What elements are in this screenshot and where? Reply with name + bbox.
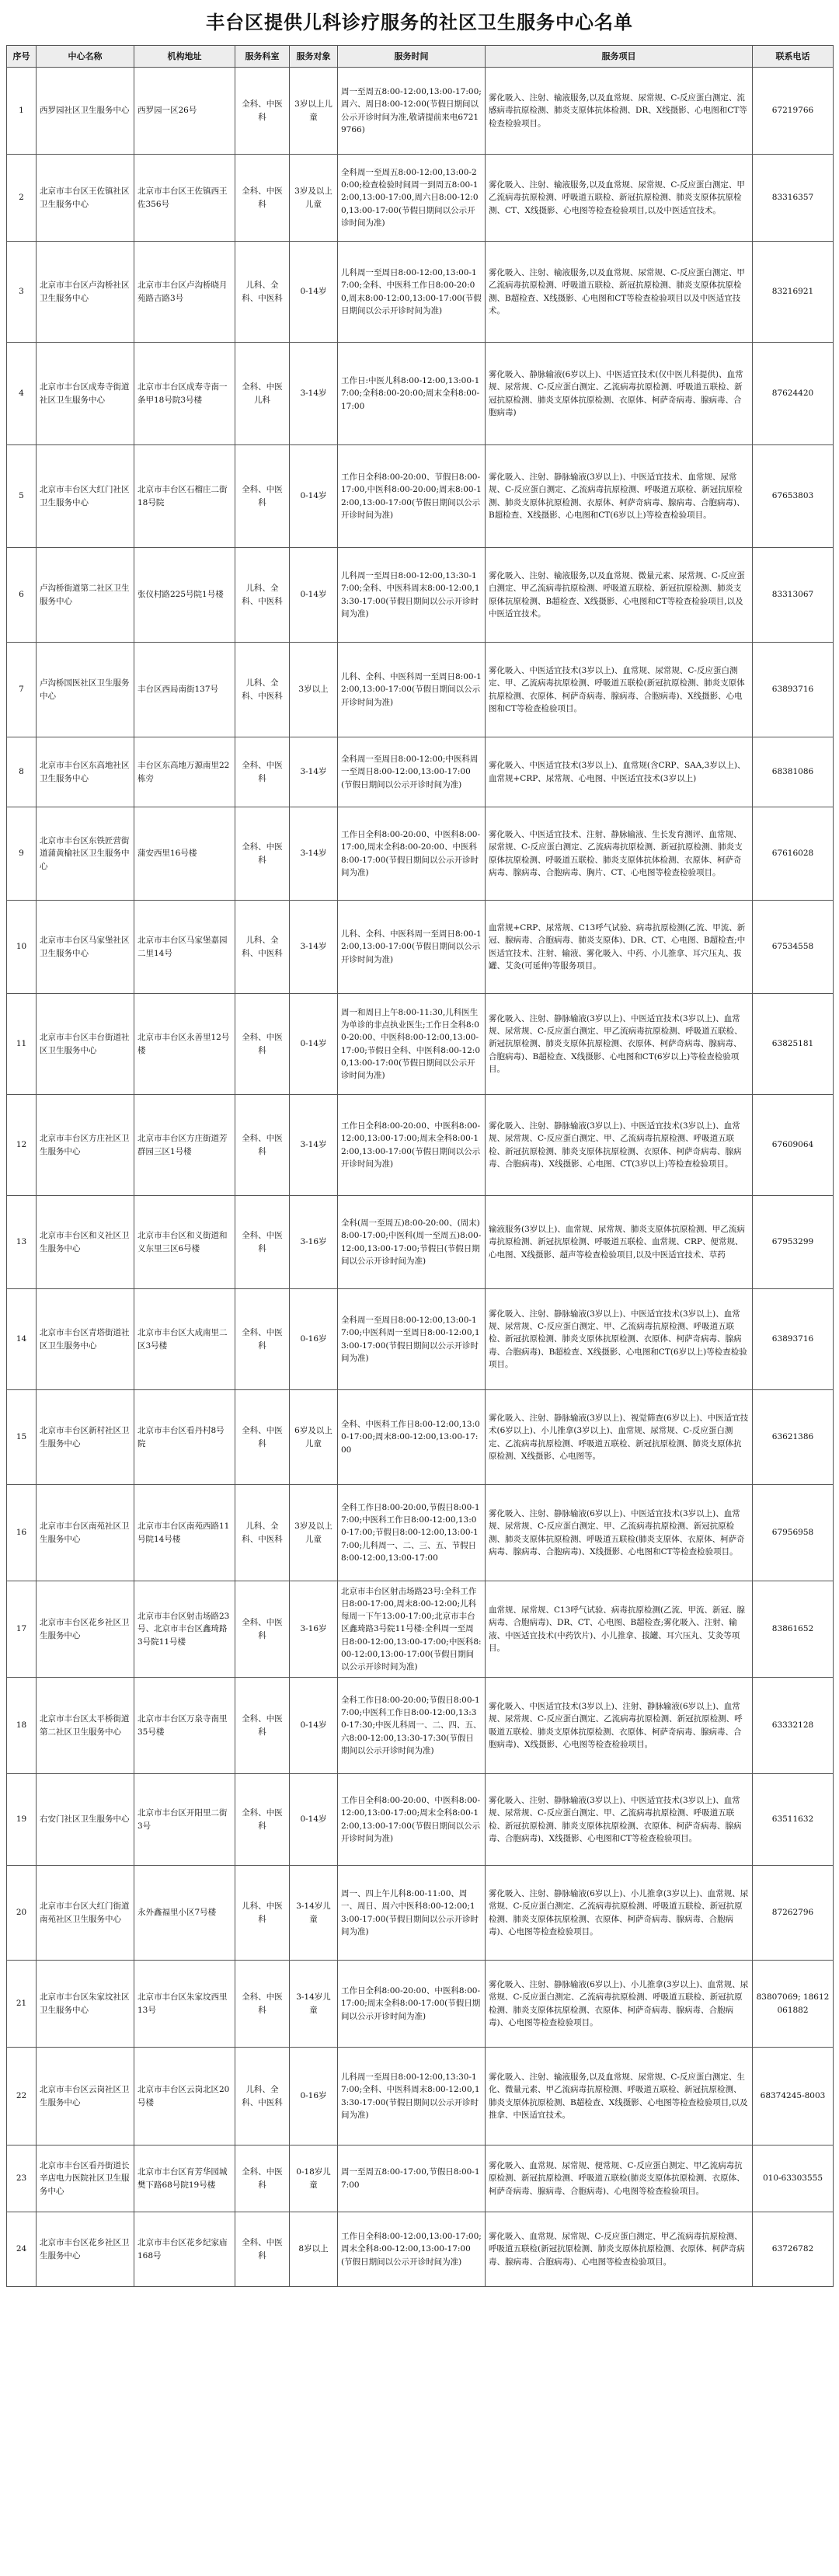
table-row (7, 343, 834, 445)
cell-items: 雾化吸入、静脉输液(6岁以上)、中医适宜技术(仅中医儿科提供)、血常规、尿常规、C-反应蛋白测定、乙流病毒抗原检测、呼吸道五联检、新冠抗原检测、肺炎支原体抗原检测、衣原体、柯萨奇病毒、腺病毒、合胞病毒) (486, 343, 753, 445)
table-row (7, 737, 834, 807)
cell-no: 8 (7, 737, 37, 807)
cell-target: 0-14岁 (290, 1774, 338, 1866)
cell-phone: 83216921 (753, 242, 834, 343)
cell-address: 丰台区西局南街137号 (134, 643, 235, 737)
cell-phone: 63511632 (753, 1774, 834, 1866)
cell-target: 0-14岁 (290, 548, 338, 643)
cell-address: 北京市丰台区大成南里二区3号楼 (134, 1289, 235, 1390)
cell-target: 3-14岁 (290, 343, 338, 445)
header-department: 服务科室 (235, 46, 290, 68)
cell-address: 北京市丰台区成寿寺南一条甲18号院3号楼 (134, 343, 235, 445)
cell-items: 雾化吸入、注射、输液服务,以及血常规、尿常规、C-反应蛋白测定、生化、微量元素、甲乙流病毒抗原检测、呼吸道五联检、新冠抗原检测、肺炎支原体抗原检测、B超检查、X线摄影、心电图等检查检验项目,以及推拿、中医适宜技术。 (486, 2048, 753, 2146)
cell-name: 北京市丰台区和义社区卫生服务中心 (37, 1196, 134, 1289)
cell-name: 北京市丰台区花乡社区卫生服务中心 (37, 2212, 134, 2287)
cell-phone: 68374245-8003 (753, 2048, 834, 2146)
cell-department: 儿科、全科、中医科 (235, 548, 290, 643)
cell-time: 工作日全科8:00-20:00、中医科8:00-12:00,13:00-17:00;周末全科8:00-12:00,13:00-17:00(节假日期间以公示开诊时间为准) (338, 1095, 486, 1196)
cell-target: 3岁以上 (290, 643, 338, 737)
table-row (7, 155, 834, 242)
cell-name: 北京市丰台区太平桥街道第二社区卫生服务中心 (37, 1678, 134, 1774)
cell-name: 北京市丰台区南苑社区卫生服务中心 (37, 1485, 134, 1581)
cell-department: 全科、中医科 (235, 68, 290, 155)
cell-items: 雾化吸入、中医适宜技术(3岁以上)、血常规(含CRP、SAA,3岁以上)、血常规+CRP、尿常规、心电图、中医适宜技术(3岁以上) (486, 737, 753, 807)
cell-items: 雾化吸入、注射、输液服务,以及血常规、尿常规、C-反应蛋白测定、甲乙流病毒抗原检测、呼吸道五联检、新冠抗原检测、肺炎支原体抗原检测、CT、X线摄影、心电图等检查检验项目,以及中医适宜技术。 (486, 155, 753, 242)
table-row (7, 901, 834, 994)
cell-items: 雾化吸入、注射、静脉输液(6岁以上)、小儿推拿(3岁以上)、血常规、尿常规、C-反应蛋白测定、乙流病毒抗原检测、呼吸道五联检、新冠抗原检测、肺炎支原体抗原检测、衣原体、柯萨奇病毒、腺病毒、合胞病毒)、心电图等检查检验项目。 (486, 1961, 753, 2048)
cell-department: 儿科、全科、中医科 (235, 1485, 290, 1581)
cell-no: 5 (7, 445, 37, 548)
cell-phone: 67616028 (753, 807, 834, 901)
cell-items: 雾化吸入、血常规、尿常规、便常规、C-反应蛋白测定、甲乙流病毒抗原检测、新冠抗原检测、呼吸道五联检(肺炎支原体抗原检测、衣原体、柯萨奇病毒、腺病毒、合胞病毒)、心电图等检查检验项目。 (486, 2146, 753, 2212)
cell-items: 雾化吸入、注射、静脉输液(3岁以上)、视觉筛查(6岁以上)、中医适宜技术(6岁以上)、小儿推拿(3岁以上)、血常规、尿常规、C-反应蛋白测定、乙流病毒抗原检测、呼吸道五联检、新冠抗原检测、肺炎支原体抗原检测、X线摄影、心电图等。 (486, 1390, 753, 1485)
cell-items: 雾化吸入、注射、静脉输液(6岁以上)、中医适宜技术(3岁以上)、血常规、尿常规、C-反应蛋白测定、甲、乙流病毒抗原检测、新冠抗原检测、肺炎支原体抗原检测、呼吸道五联检(肺炎支原体、衣原体、柯萨奇病毒、腺病毒、合胞病毒)、X线摄影、心电图和CT等检查检验项目。 (486, 1485, 753, 1581)
table-row (7, 807, 834, 901)
cell-address: 北京市丰台区方庄街道芳群园三区1号楼 (134, 1095, 235, 1196)
cell-phone: 67219766 (753, 68, 834, 155)
table-row (7, 445, 834, 548)
cell-target: 0-14岁 (290, 994, 338, 1095)
header-items: 服务项目 (486, 46, 753, 68)
cell-phone: 63621386 (753, 1390, 834, 1485)
cell-items: 血常规、尿常规、C13呼气试验、病毒抗原检测(乙流、甲流、新冠、腺病毒、合胞病毒)、DR、CT、心电图、B超检查;雾化吸入、注射、输液、中医适宜技术(中药饮片)、小儿推拿、拔罐、耳穴压丸、艾灸等项目。 (486, 1581, 753, 1678)
table-row (7, 1095, 834, 1196)
cell-time: 全科周一至周日8:00-12:00,13:00-17:00;中医科周一至周日8:00-12:00,13:00-17:00(节假日期间以公示开诊时间为准) (338, 1289, 486, 1390)
cell-address: 北京市丰台区花乡纪家庙168号 (134, 2212, 235, 2287)
table-row (7, 1678, 834, 1774)
table-row (7, 548, 834, 643)
cell-department: 全科、中医科 (235, 1095, 290, 1196)
cell-target: 3-14岁 (290, 737, 338, 807)
cell-items: 雾化吸入、中医适宜技术(3岁以上)、血常规、尿常规、C-反应蛋白测定、甲、乙流病毒抗原检测、呼吸道五联检(新冠抗原检测、肺炎支原体抗原检测、衣原体、柯萨奇病毒、腺病毒、合胞病毒)、X线摄影、心电图和CT等检查检验项目。 (486, 643, 753, 737)
cell-target: 3-14岁儿童 (290, 1866, 338, 1961)
cell-time: 儿科、全科、中医科周一至周日8:00-12:00,13:00-17:00(节假日期间以公示开诊时间为准) (338, 901, 486, 994)
cell-no: 21 (7, 1961, 37, 2048)
cell-time: 周一、四上午儿科8:00-11:00、周一、周日、周六中医科8:00-12:00;13:00-17:00(节假日期间以公示开诊时间为准) (338, 1866, 486, 1961)
cell-name: 北京市丰台区青塔街道社区卫生服务中心 (37, 1289, 134, 1390)
cell-time: 全科工作日8:00-20:00,节假日8:00-17:00;中医科工作日8:00-12:00,13:00-17:00;节假日8:00-12:00,13:00-17:00;儿科周一、二、三、五、节假日8:00-12:00,13:00-17:00 (338, 1485, 486, 1581)
cell-department: 全科、中医科 (235, 2212, 290, 2287)
cell-department: 全科、中医科 (235, 445, 290, 548)
cell-no: 11 (7, 994, 37, 1095)
table-header-row (7, 46, 834, 68)
cell-phone: 87624420 (753, 343, 834, 445)
cell-time: 工作日全科8:00-20:00、中医科8:00-17:00,周末全科8:00-20:00、中医科8:00-17:00(节假日期间以公示开诊时间为准) (338, 807, 486, 901)
cell-department: 儿科、全科、中医科 (235, 901, 290, 994)
cell-phone: 83313067 (753, 548, 834, 643)
cell-no: 9 (7, 807, 37, 901)
cell-target: 0-16岁 (290, 1289, 338, 1390)
cell-target: 3-14岁儿童 (290, 1961, 338, 2048)
cell-items: 雾化吸入、注射、静脉输液(6岁以上)、小儿推拿(3岁以上)、血常规、尿常规、C-反应蛋白测定、乙流病毒抗原检测、呼吸道五联检、新冠抗原检测、肺炎支原体抗原检测、衣原体、柯萨奇病毒、腺病毒、合胞病毒)、心电图等检查检验项目。 (486, 1866, 753, 1961)
cell-department: 儿科、全科、中医科 (235, 643, 290, 737)
cell-no: 1 (7, 68, 37, 155)
table-row (7, 2048, 834, 2146)
cell-name: 北京市丰台区大红门社区卫生服务中心 (37, 445, 134, 548)
cell-items: 血常规+CRP、尿常规、C13呼气试验、病毒抗原检测(乙流、甲流、新冠、腺病毒、合胞病毒、肺炎支原体)、DR、CT、心电图、B超检查;中医适宜技术、注射、输液、雾化吸入、中药、小儿推拿、耳穴压丸、拔罐、艾灸(可延伸)等服务项目。 (486, 901, 753, 994)
cell-items: 雾化吸入、注射、静脉输液(3岁以上)、中医适宜技术(3岁以上)、血常规、尿常规、C-反应蛋白测定、甲乙流病毒抗原检测、呼吸道五联检、新冠抗原检测、肺炎支原体抗原检测、衣原体、柯萨奇病毒、腺病毒、合胞病毒)、B超检查、X线摄影、心电图和CT(6岁以上)等检查检验项目。 (486, 994, 753, 1095)
cell-address: 北京市丰台区朱家坟西里13号 (134, 1961, 235, 2048)
cell-name: 北京市丰台区朱家坟社区卫生服务中心 (37, 1961, 134, 2048)
cell-address: 北京市丰台区马家堡嘉园二里14号 (134, 901, 235, 994)
cell-time: 周一至周五8:00-12:00,13:00-17:00;周六、周日8:00-12:00(节假日期间以公示开诊时间为准,敬请提前来电67219766) (338, 68, 486, 155)
table-row (7, 2212, 834, 2287)
cell-address: 北京市丰台区看丹村8号院 (134, 1390, 235, 1485)
table-row (7, 242, 834, 343)
cell-phone: 63332128 (753, 1678, 834, 1774)
cell-time: 全科(周一至周五)8:00-20:00、(周末)8:00-17:00;中医科(周一至周五)8:00-12:00,13:00-17:00;节假日(节假日期间以公示开诊时间为准) (338, 1196, 486, 1289)
cell-items: 输液服务(3岁以上)、血常规、尿常规、肺炎支原体抗原检测、甲乙流病毒抗原检测、新冠抗原检测、呼吸道五联检、血常规、CRP、便常规、心电图、X线摄影、超声等检查检验项目,以及中医适宜技术、草药 (486, 1196, 753, 1289)
cell-target: 0-18岁儿童 (290, 2146, 338, 2212)
cell-target: 0-16岁 (290, 2048, 338, 2146)
cell-no: 13 (7, 1196, 37, 1289)
cell-time: 周一和周日上午8:00-11:30,儿科医生为单诊的非点执业医生;工作日全科8:00-20:00、中医科8:00-12:00,13:00-17:00;节假日全科、中医科8:00-12:00,13:00-17:00(节假日期间以公示开诊时间为准) (338, 994, 486, 1095)
cell-department: 儿科、全科、中医科 (235, 242, 290, 343)
cell-no: 24 (7, 2212, 37, 2287)
cell-no: 14 (7, 1289, 37, 1390)
cell-target: 0-14岁 (290, 242, 338, 343)
cell-time: 工作日:中医儿科8:00-12:00,13:00-17:00;全科8:00-20:00;周末全科8:00-17:00 (338, 343, 486, 445)
cell-time: 工作日全科8:00-20:00、中医科8:00-12:00,13:00-17:00;周末全科8:00-12:00,13:00-17:00(节假日期间以公示开诊时间为准) (338, 1774, 486, 1866)
cell-items: 雾化吸入、中医适宜技术(3岁以上)、注射、静脉输液(6岁以上)、血常规、尿常规、C-反应蛋白测定、乙流病毒抗原检测、新冠抗原检测、呼吸道五联检、肺炎支原体抗原检测、衣原体、柯萨奇病毒、腺病毒、合胞病毒)、X线摄影、心电图等检查检验项目。 (486, 1678, 753, 1774)
cell-time: 周一至周五8:00-17:00,节假日8:00-17:00 (338, 2146, 486, 2212)
cell-time: 全科工作日8:00-20:00;节假日8:00-17:00;中医科工作日8:00-12:00,13:30-17:30;中医儿科周一、二、四、五、六8:00-12:00,13:30-17:30(节假日期间以公示开诊时间为准) (338, 1678, 486, 1774)
cell-target: 3岁以上儿童 (290, 68, 338, 155)
cell-department: 儿科、全科、中医科 (235, 2048, 290, 2146)
header-address: 机构地址 (134, 46, 235, 68)
cell-no: 22 (7, 2048, 37, 2146)
cell-name: 北京市丰台区东铁匠营街道蒲黄榆社区卫生服务中心 (37, 807, 134, 901)
table-row (7, 1390, 834, 1485)
cell-time: 工作日全科8:00-20:00、中医科8:00-17:00;周末全科8:00-17:00(节假日期间以公示开诊时间为准) (338, 1961, 486, 2048)
cell-name: 北京市丰台区新村社区卫生服务中心 (37, 1390, 134, 1485)
cell-target: 0-14岁 (290, 1678, 338, 1774)
cell-name: 北京市丰台区丰台街道社区卫生服务中心 (37, 994, 134, 1095)
cell-items: 雾化吸入、注射、输液服务,以及血常规、尿常规、C-反应蛋白测定、流感病毒抗原检测、肺炎支原体抗体检测、DR、X线摄影、心电图和CT等检查检验项目。 (486, 68, 753, 155)
cell-phone: 67953299 (753, 1196, 834, 1289)
cell-phone: 63825181 (753, 994, 834, 1095)
table-row (7, 1289, 834, 1390)
cell-phone: 63893716 (753, 643, 834, 737)
cell-target: 3-16岁 (290, 1196, 338, 1289)
cell-no: 6 (7, 548, 37, 643)
cell-department: 全科、中医科 (235, 1581, 290, 1678)
cell-department: 全科、中医科 (235, 1289, 290, 1390)
cell-items: 雾化吸入、中医适宜技术、注射、静脉输液、生长发育测评、血常规、尿常规、C-反应蛋白测定、乙流病毒抗原检测、新冠抗原检测、肺炎支原体抗原检测、呼吸道五联检、肺炎支原体抗体检测、衣原体、柯萨奇病毒、腺病毒、合胞病毒、胸片、CT、心电图等检查检验项目。 (486, 807, 753, 901)
cell-no: 20 (7, 1866, 37, 1961)
cell-items: 雾化吸入、注射、静脉输液(3岁以上)、中医适宜技术(3岁以上)、血常规、尿常规、C-反应蛋白测定、甲、乙流病毒抗原检测、呼吸道五联检、新冠抗原检测、肺炎支原体抗原检测、衣原体、柯萨奇病毒、腺病毒、合胞病毒)、X线摄影、心电图和CT等检查检验项目。 (486, 1774, 753, 1866)
cell-items: 雾化吸入、注射、静脉输液(3岁以上)、中医适宜技术(3岁以上)、血常规、尿常规、C-反应蛋白测定、甲、乙流病毒抗原检测、呼吸道五联检、新冠抗原检测、肺炎支原体抗原检测、衣原体、柯萨奇病毒、腺病毒、合胞病毒)、B超检查、X线摄影、心电图和CT(6岁以上)等检查检验项目。 (486, 1289, 753, 1390)
cell-department: 全科、中医科 (235, 155, 290, 242)
cell-no: 10 (7, 901, 37, 994)
cell-address: 北京市丰台区永善里12号楼 (134, 994, 235, 1095)
cell-phone: 63893716 (753, 1289, 834, 1390)
cell-name: 北京市丰台区成寿寺街道社区卫生服务中心 (37, 343, 134, 445)
cell-name: 北京市丰台区东高地社区卫生服务中心 (37, 737, 134, 807)
cell-name: 卢沟桥国医社区卫生服务中心 (37, 643, 134, 737)
cell-name: 卢沟桥街道第二社区卫生服务中心 (37, 548, 134, 643)
cell-address: 北京市丰台区云岗北区20号楼 (134, 2048, 235, 2146)
cell-phone: 83316357 (753, 155, 834, 242)
header-no: 序号 (7, 46, 37, 68)
cell-address: 北京市丰台区开阳里二街3号 (134, 1774, 235, 1866)
cell-phone: 010-63303555 (753, 2146, 834, 2212)
cell-items: 雾化吸入、注射、输液服务,以及血常规、微量元素、尿常规、C-反应蛋白测定、甲乙流病毒抗原检测、呼吸道五联检、新冠抗原检测、肺炎支原体抗原检测、B超检查、X线摄影、心电图和CT等检查检验项目,以及中医适宜技术。 (486, 548, 753, 643)
cell-department: 儿科、中医科 (235, 1866, 290, 1961)
table-row (7, 2146, 834, 2212)
cell-no: 12 (7, 1095, 37, 1196)
table-row (7, 1485, 834, 1581)
cell-department: 全科、中医科 (235, 737, 290, 807)
cell-phone: 67653803 (753, 445, 834, 548)
cell-items: 雾化吸入、注射、静脉输液(3岁以上)、中医适宜技术、血常规、尿常规、C-反应蛋白测定、乙流病毒抗原检测、呼吸道五联检、新冠抗原检测、肺炎支原体抗原检测、衣原体、柯萨奇病毒、腺病毒、合胞病毒)、B超检查、X线摄影、心电图和CT(6岁以上)等检查检验项目。 (486, 445, 753, 548)
cell-address: 张仪村路225号院1号楼 (134, 548, 235, 643)
table-row (7, 1196, 834, 1289)
cell-address: 北京市丰台区射击场路23号、北京市丰台区鑫琦路3号院11号楼 (134, 1581, 235, 1678)
cell-no: 16 (7, 1485, 37, 1581)
cell-time: 工作日全科8:00-20:00、节假日8:00-17:00,中医科8:00-20:00;周末8:00-12:00,13:00-17:00(节假日期间以公示开诊时间为准) (338, 445, 486, 548)
cell-name: 北京市丰台区花乡社区卫生服务中心 (37, 1581, 134, 1678)
cell-no: 15 (7, 1390, 37, 1485)
cell-phone: 68381086 (753, 737, 834, 807)
cell-address: 北京市丰台区王佐镇西王佐356号 (134, 155, 235, 242)
header-name: 中心名称 (37, 46, 134, 68)
cell-department: 全科、中医科 (235, 807, 290, 901)
cell-address: 北京市丰台区南苑西路11号院14号楼 (134, 1485, 235, 1581)
header-time: 服务时间 (338, 46, 486, 68)
cell-target: 3岁及以上儿童 (290, 1485, 338, 1581)
cell-time: 工作日全科8:00-12:00,13:00-17:00;周末全科8:00-12:00,13:00-17:00(节假日期间以公示开诊时间为准) (338, 2212, 486, 2287)
cell-items: 雾化吸入、血常规、尿常规、C-反应蛋白测定、甲乙流病毒抗原检测、呼吸道五联检(新冠抗原检测、肺炎支原体抗原检测、衣原体、柯萨奇病毒、腺病毒、合胞病毒)、心电图等检查检验项目。 (486, 2212, 753, 2287)
cell-address: 北京市丰台区育芳华园城樊下路68号院19号楼 (134, 2146, 235, 2212)
table-row (7, 643, 834, 737)
cell-name: 西罗园社区卫生服务中心 (37, 68, 134, 155)
cell-phone: 67534558 (753, 901, 834, 994)
cell-name: 北京市丰台区大红门街道南苑社区卫生服务中心 (37, 1866, 134, 1961)
cell-time: 全科周一至周日8:00-12:00;中医科周一至周日8:00-12:00,13:00-17:00(节假日期间以公示开诊时间为准) (338, 737, 486, 807)
cell-address: 北京市丰台区卢沟桥晓月苑路吉路3号 (134, 242, 235, 343)
cell-department: 全科、中医科 (235, 1390, 290, 1485)
cell-department: 全科、中医科 (235, 994, 290, 1095)
cell-address: 北京市丰台区石榴庄二街18号院 (134, 445, 235, 548)
table-row (7, 1581, 834, 1678)
cell-time: 儿科周一至周日8:00-12:00,13:30-17:00;全科、中医科周末8:00-12:00,13:30-17:00(节假日期间以公示开诊时间为准) (338, 2048, 486, 2146)
cell-target: 3-14岁 (290, 901, 338, 994)
cell-address: 丰台区东高地万源南里22栋旁 (134, 737, 235, 807)
cell-phone: 63726782 (753, 2212, 834, 2287)
cell-no: 2 (7, 155, 37, 242)
clinic-table (6, 45, 834, 2287)
cell-time: 全科、中医科工作日8:00-12:00,13:00-17:00;周末8:00-12:00,13:00-17:00 (338, 1390, 486, 1485)
cell-target: 3-14岁 (290, 1095, 338, 1196)
cell-department: 全科、中医科 (235, 1678, 290, 1774)
cell-time: 儿科周一至周日8:00-12:00,13:00-17:00;全科、中医科工作日8:00-20:00,周末8:00-12:00,13:00-17:00(节假日期间以公示开诊时间为准) (338, 242, 486, 343)
cell-address: 永外鑫福里小区7号楼 (134, 1866, 235, 1961)
cell-address: 北京市丰台区和义街道和义东里三区6号楼 (134, 1196, 235, 1289)
cell-no: 23 (7, 2146, 37, 2212)
cell-address: 蒲安西里16号楼 (134, 807, 235, 901)
header-target: 服务对象 (290, 46, 338, 68)
cell-no: 3 (7, 242, 37, 343)
cell-phone: 67956958 (753, 1485, 834, 1581)
cell-target: 3-14岁 (290, 807, 338, 901)
table-row (7, 68, 834, 155)
cell-department: 全科、中医科 (235, 1196, 290, 1289)
cell-phone: 83861652 (753, 1581, 834, 1678)
cell-name: 北京市丰台区马家堡社区卫生服务中心 (37, 901, 134, 994)
table-body (7, 68, 834, 2287)
cell-time: 全科周一至周五8:00-12:00,13:00-20:00;检查检验时间周一到周五8:00-12:00,13:00-17:00,周六日8:00-12:00,13:00-17:00(节假日期间以公示开诊时间为准) (338, 155, 486, 242)
cell-target: 3-16岁 (290, 1581, 338, 1678)
cell-no: 4 (7, 343, 37, 445)
header-phone: 联系电话 (753, 46, 834, 68)
cell-name: 北京市丰台区云岗社区卫生服务中心 (37, 2048, 134, 2146)
table-row (7, 1961, 834, 2048)
cell-target: 3岁及以上儿童 (290, 155, 338, 242)
table-row (7, 1774, 834, 1866)
cell-time: 儿科周一至周日8:00-12:00,13:30-17:00;全科、中医科周末8:00-12:00,13:30-17:00(节假日期间以公示开诊时间为准) (338, 548, 486, 643)
cell-target: 8岁以上 (290, 2212, 338, 2287)
cell-phone: 83807069; 18612061882 (753, 1961, 834, 2048)
cell-department: 全科、中医儿科 (235, 343, 290, 445)
cell-no: 19 (7, 1774, 37, 1866)
page-title: 丰台区提供儿科诊疗服务的社区卫生服务中心名单 (206, 11, 633, 33)
cell-name: 北京市丰台区王佐镇社区卫生服务中心 (37, 155, 134, 242)
cell-no: 7 (7, 643, 37, 737)
table-row (7, 1866, 834, 1961)
cell-time: 儿科、全科、中医科周一至周日8:00-12:00,13:00-17:00(节假日期间以公示开诊时间为准) (338, 643, 486, 737)
cell-phone: 67609064 (753, 1095, 834, 1196)
cell-items: 雾化吸入、注射、静脉输液(3岁以上)、中医适宜技术(3岁以上)、血常规、尿常规、C-反应蛋白测定、甲、乙流病毒抗原检测、呼吸道五联检、新冠抗原检测、肺炎支原体抗原检测、衣原体、柯萨奇病毒、腺病毒、合胞病毒)、X线摄影、心电图、CT(3岁以上)等检查检验项目。 (486, 1095, 753, 1196)
cell-department: 全科、中医科 (235, 2146, 290, 2212)
cell-department: 全科、中医科 (235, 1961, 290, 2048)
cell-phone: 87262796 (753, 1866, 834, 1961)
cell-no: 17 (7, 1581, 37, 1678)
cell-name: 北京市丰台区卢沟桥社区卫生服务中心 (37, 242, 134, 343)
cell-name: 北京市丰台区方庄社区卫生服务中心 (37, 1095, 134, 1196)
cell-no: 18 (7, 1678, 37, 1774)
table-row (7, 994, 834, 1095)
cell-items: 雾化吸入、注射、输液服务,以及血常规、尿常规、C-反应蛋白测定、甲乙流病毒抗原检测、呼吸道五联检、新冠抗原检测、肺炎支原体抗原检测、B超检查、X线摄影、心电图和CT等检查检验项目以及中医适宜技术。 (486, 242, 753, 343)
cell-address: 西罗园一区26号 (134, 68, 235, 155)
cell-target: 0-14岁 (290, 445, 338, 548)
cell-target: 6岁及以上儿童 (290, 1390, 338, 1485)
cell-address: 北京市丰台区万泉寺南里35号楼 (134, 1678, 235, 1774)
cell-time: 北京市丰台区射击场路23号:全科工作日8:00-17:00,周末8:00-12:00;儿科每周一下午13:00-17:00;北京市丰台区鑫琦路3号院11号楼:全科周一至周日8:00-12:00,13:00-17:00;中医科8:00-12:00,13:00-17:00(节假日期间以公示开诊时间为准) (338, 1581, 486, 1678)
cell-department: 全科、中医科 (235, 1774, 290, 1866)
cell-name: 北京市丰台区看丹街道长辛店电力医院社区卫生服务中心 (37, 2146, 134, 2212)
cell-name: 右安门社区卫生服务中心 (37, 1774, 134, 1866)
